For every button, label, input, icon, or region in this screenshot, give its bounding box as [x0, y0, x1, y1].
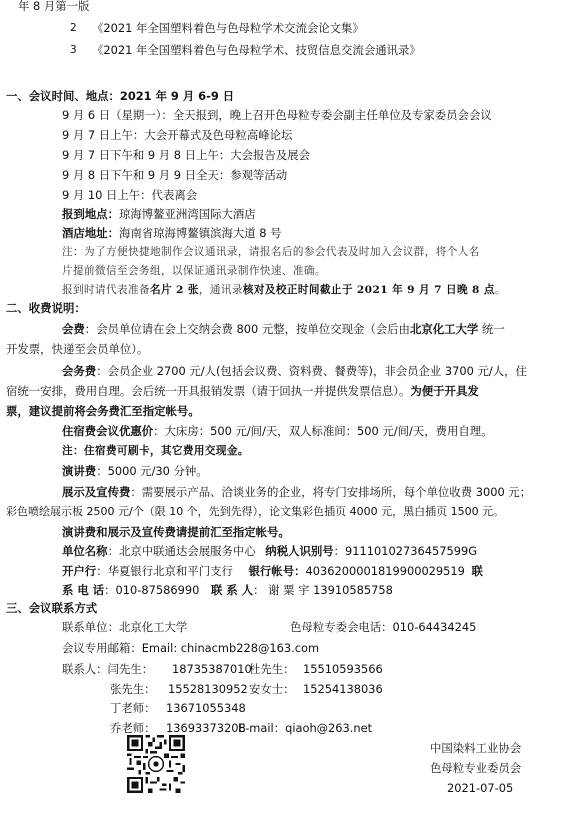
contact-name: 杜先生：	[249, 662, 295, 676]
phone-value: ：010-87586990	[104, 583, 200, 597]
speech-text: ：5000 元/30 分钟。	[96, 464, 208, 478]
contact-phone-line	[62, 582, 393, 598]
list-item: 《2021 年全国塑料着色与色母粒学术交流会论文集》	[92, 21, 364, 35]
contact-phone: 15254138036	[303, 682, 383, 696]
conference-fee-line3: 票，建议提前将会务费汇至指定帐号。	[6, 404, 200, 418]
unit-name-line	[62, 543, 477, 559]
venue-value: 琼海博鳌亚洲湾国际大酒店	[118, 207, 256, 221]
contact-name: 乔老师：	[110, 721, 156, 735]
list-item-number: 3	[70, 44, 77, 56]
contact-phone: 18735387010	[172, 662, 252, 676]
contact-name: 张先生：	[110, 682, 156, 696]
bank-value: ：华夏银行北京和平门支行	[96, 564, 233, 578]
bank-label: 开户行	[62, 564, 97, 578]
unit-label: 单位名称	[62, 544, 108, 558]
note-line: 注：为了方便快捷地制作会议通讯录，请报名后的参会代表及时加入会议群，将个人名	[62, 246, 480, 258]
section-heading-fees: 二、收费说明：	[6, 301, 86, 315]
list-item: 《2021 年全国塑料着色与色母粒学术、技贸信息交流会通讯录》	[92, 43, 421, 57]
phone-label: 系 电 话	[62, 583, 105, 597]
qr-code-icon	[127, 735, 185, 793]
conf-text: 宿统一安排，费用自理。会后统一开具报销发票（请于回执一并提供发票信息）。	[6, 384, 411, 398]
hotel-text: ：大床房：500 元/间/天，双人标准间：500 元/间/天，费用自理。	[153, 424, 493, 438]
contact-name: 安女士：	[249, 682, 295, 696]
schedule-item: 9 月 7 日上午：大会开幕式及色母粒高峰论坛	[62, 128, 293, 142]
conference-fee-line	[62, 363, 527, 379]
note-text: 报到时请代表准备	[62, 284, 150, 296]
edition-text: 年 8 月第一版	[18, 0, 90, 13]
schedule-item: 9 月 10 日上午：代表离会	[62, 188, 198, 202]
note-text: ，通讯录	[198, 284, 243, 296]
contact-email[interactable]: E-mail：qiaoh@263.net	[238, 721, 373, 735]
contact-unit: 联系单位：北京化工大学	[62, 620, 188, 634]
list-item-number: 2	[70, 22, 77, 34]
exhibit-label: 展示及宣传费	[62, 485, 131, 499]
person-label: 联 系 人	[210, 583, 254, 597]
account-value: 4036200001819900029519	[305, 564, 465, 578]
fee-text-end: 统一	[481, 322, 505, 336]
schedule-item: 9 月 8 日下午和 9 月 9 日全天：参观等活动	[62, 168, 288, 182]
schedule-item: 9 月 6 日（星期一）：全天报到，晚上召开色母粒专委会副主任单位及专家委员会会议	[62, 108, 492, 122]
note-bold: 名片 2 张	[149, 284, 199, 296]
account-suffix: 联	[471, 564, 483, 578]
contact-phone: 13671055348	[166, 701, 246, 715]
speech-label: 演讲费	[62, 464, 97, 478]
contact-phone: 15528130952	[168, 682, 248, 696]
section-heading-time-place: 一、会议时间、地点：2021 年 9 月 6-9 日	[6, 89, 235, 103]
bank-line	[62, 563, 483, 579]
conference-email[interactable]: 会议专用邮箱：Email: chinacmb228@163.com	[62, 641, 320, 655]
speech-fee-line	[62, 463, 208, 479]
tax-value: ：91110102736457599G	[333, 544, 478, 558]
exhibit-fee-line	[62, 484, 531, 500]
venue-label: 报到地点：	[62, 207, 119, 221]
signature-org2: 色母粒专业委员会	[430, 761, 522, 775]
note-deadline: 核对及校正时间截止于 2021 年 9 月 7 日晚 8 点	[242, 284, 495, 296]
signature-org1: 中国染料工业协会	[430, 741, 522, 755]
conf-text: ：会员企业 2700 元/人(包括会议费、资料费、餐费等)，非会员企业 3700 元/人，住	[96, 364, 527, 378]
account-label: 银行帐号：	[248, 564, 306, 578]
conference-fee-line2	[6, 383, 479, 399]
conf-bold: 为便于开具发	[410, 384, 479, 398]
schedule-item: 9 月 7 日下午和 9 月 8 日上午：大会报告及展会	[62, 148, 310, 162]
fee-text: ：会员单位请在会上交纳会费 800 元整，按单位交现金（会后由	[84, 322, 410, 336]
fee-label: 会费	[62, 322, 85, 336]
committee-phone: 色母粒专委会电话：010-64434245	[290, 620, 477, 634]
fee-org: 北京化工大学	[409, 322, 479, 336]
transfer-note: 演讲费和展示及宣传费请提前汇至指定帐号。	[62, 525, 290, 539]
section-heading-contacts: 三、会议联系方式	[6, 601, 98, 615]
hotel-note: 注：住宿费可刷卡，其它费用交现金。	[62, 445, 249, 457]
address-value: 海南省琼海博鳌镇滨海大道 8 号	[118, 226, 282, 240]
contact-name: 丁老师：	[110, 701, 156, 715]
membership-fee-line	[62, 321, 505, 337]
address-label: 酒店地址：	[62, 226, 119, 240]
venue-line	[62, 206, 256, 222]
membership-fee-line2: 开发票，快递至会员单位）。	[6, 342, 149, 356]
address-line	[62, 225, 282, 241]
hotel-label: 住宿费会议优惠价	[62, 424, 154, 438]
exhibit-fee-line2: 彩色喷绘展示板 2500 元/个（限 10 个，先到先得），论文集彩色插页 4000 元，黑白插页 1500 元。	[6, 505, 505, 518]
unit-value: ：北京中联通达会展服务中心	[107, 544, 256, 558]
note-text: 。	[494, 284, 506, 296]
tax-label: 纳税人识别号	[265, 544, 334, 558]
contact-phone: 15510593566	[303, 662, 383, 676]
contact-phone: 13693373208	[166, 721, 246, 735]
conf-label: 会务费	[62, 364, 97, 378]
note-line: 片提前微信至会务组，以保证通讯录制作快速、准确。	[62, 265, 326, 277]
contact-name: 联系人：闫先生：	[62, 662, 154, 676]
exhibit-text: ：需要展示产品、洽谈业务的企业，将专门安排场所，每个单位收费 3000 元；	[130, 485, 532, 499]
person-value: ： 谢 粟 宇 13910585758	[253, 583, 393, 597]
note-line	[62, 282, 506, 298]
hotel-fee-line	[62, 423, 493, 439]
signature-date: 2021-07-05	[447, 781, 514, 795]
